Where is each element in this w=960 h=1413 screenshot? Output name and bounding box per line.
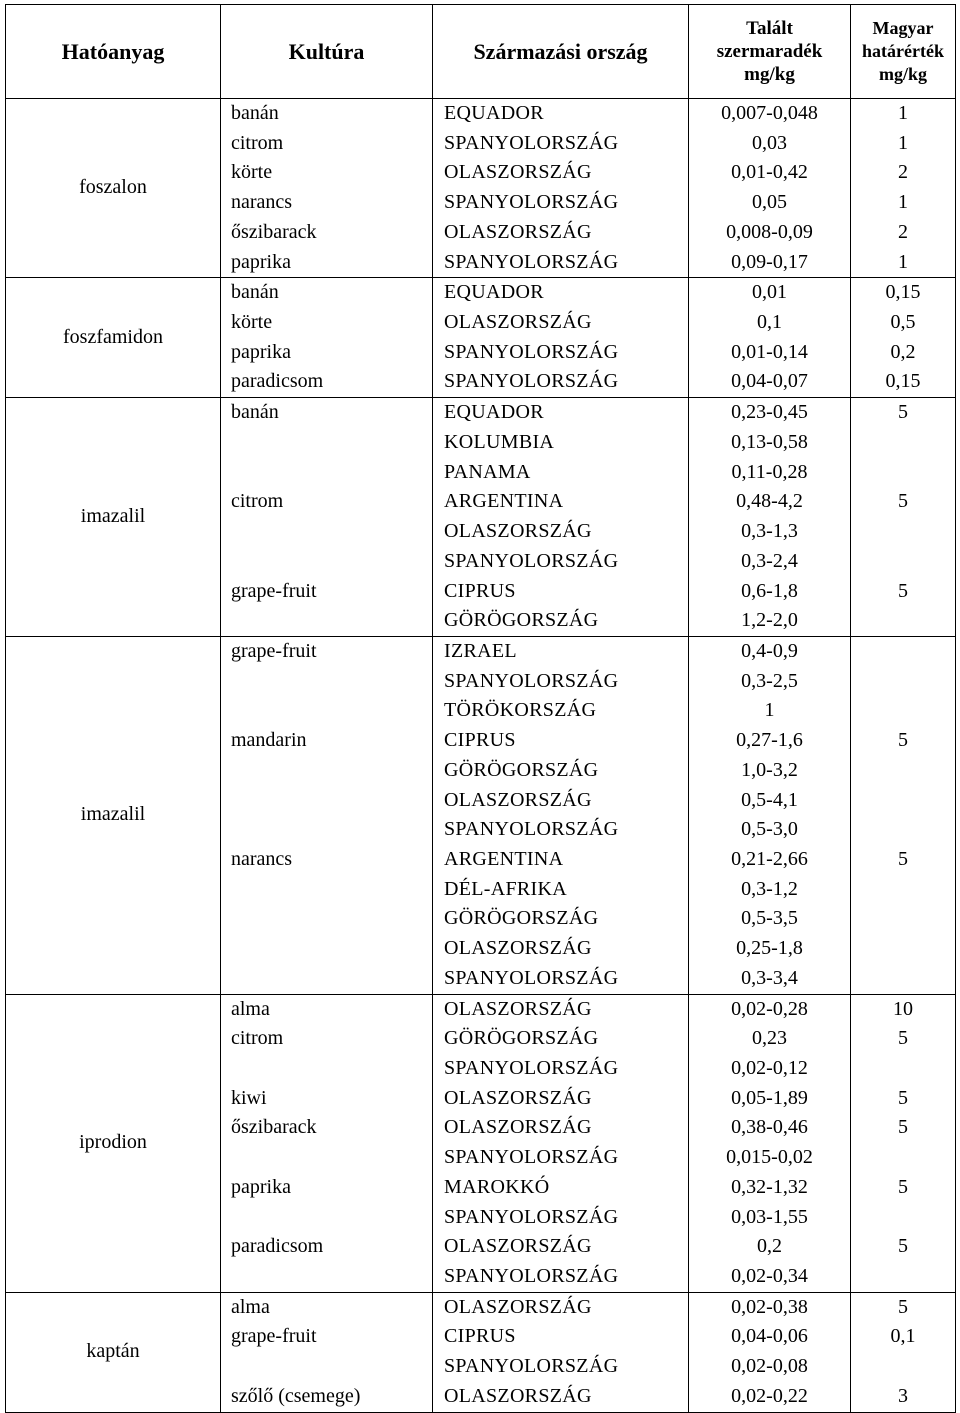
header-hatoanyag: Hatóanyag xyxy=(6,5,221,99)
talalt-cell: 0,25-1,8 xyxy=(689,934,851,964)
hatarertek-cell xyxy=(851,547,956,577)
talalt-cell: 0,21-2,66 xyxy=(689,845,851,875)
orszag-cell: OLASZORSZÁG xyxy=(433,517,689,547)
talalt-cell: 0,03 xyxy=(689,129,851,159)
kultura-cell: körte xyxy=(221,308,433,338)
kultura-cell: narancs xyxy=(221,188,433,218)
orszag-cell: OLASZORSZÁG xyxy=(433,934,689,964)
orszag-cell: OLASZORSZÁG xyxy=(433,1232,689,1262)
kultura-cell: grape-fruit xyxy=(221,577,433,607)
talalt-cell: 0,02-0,28 xyxy=(689,994,851,1024)
hatoanyag-cell: imazalil xyxy=(6,398,221,637)
header-magyar-line3: mg/kg xyxy=(878,64,927,84)
table-row xyxy=(6,278,956,308)
kultura-cell: paradicsom xyxy=(221,367,433,397)
header-talalt-szermaradek xyxy=(689,5,851,99)
talalt-cell: 0,5-3,0 xyxy=(689,815,851,845)
kultura-cell: grape-fruit xyxy=(221,1322,433,1352)
hatarertek-cell xyxy=(851,815,956,845)
kultura-cell: mandarin xyxy=(221,726,433,756)
orszag-cell: MAROKKÓ xyxy=(433,1173,689,1203)
talalt-cell: 0,03-1,55 xyxy=(689,1203,851,1233)
orszag-cell: EQUADOR xyxy=(433,99,689,129)
table-header xyxy=(6,5,956,99)
kultura-cell xyxy=(221,547,433,577)
kultura-cell xyxy=(221,934,433,964)
talalt-cell: 0,04-0,07 xyxy=(689,367,851,397)
kultura-cell xyxy=(221,667,433,697)
talalt-cell: 0,3-2,5 xyxy=(689,667,851,697)
talalt-cell: 0,3-1,3 xyxy=(689,517,851,547)
header-szarmazasi-orszag: Származási ország xyxy=(433,5,689,99)
hatarertek-cell: 5 xyxy=(851,1292,956,1322)
orszag-cell: OLASZORSZÁG xyxy=(433,786,689,816)
hatarertek-cell: 5 xyxy=(851,845,956,875)
kultura-cell xyxy=(221,1352,433,1382)
hatarertek-cell xyxy=(851,696,956,726)
hatarertek-cell: 0,1 xyxy=(851,1322,956,1352)
talalt-cell: 0,02-0,22 xyxy=(689,1382,851,1412)
orszag-cell: SPANYOLORSZÁG xyxy=(433,964,689,994)
hatarertek-cell xyxy=(851,934,956,964)
kultura-cell xyxy=(221,964,433,994)
hatarertek-cell: 5 xyxy=(851,398,956,428)
talalt-cell: 0,2 xyxy=(689,1232,851,1262)
talalt-cell: 0,3-3,4 xyxy=(689,964,851,994)
talalt-cell: 0,4-0,9 xyxy=(689,636,851,666)
orszag-cell: OLASZORSZÁG xyxy=(433,1084,689,1114)
hatarertek-cell: 10 xyxy=(851,994,956,1024)
kultura-cell: narancs xyxy=(221,845,433,875)
orszag-cell: ARGENTINA xyxy=(433,487,689,517)
kultura-cell xyxy=(221,756,433,786)
table-body xyxy=(6,99,956,1413)
header-magyar-line2: határérték xyxy=(862,41,944,61)
orszag-cell: CIPRUS xyxy=(433,1322,689,1352)
header-magyar-line1: Magyar xyxy=(872,18,934,38)
talalt-cell: 0,23-0,45 xyxy=(689,398,851,428)
hatarertek-cell xyxy=(851,428,956,458)
hatarertek-cell: 3 xyxy=(851,1382,956,1412)
hatarertek-cell: 1 xyxy=(851,188,956,218)
talalt-cell: 0,6-1,8 xyxy=(689,577,851,607)
talalt-cell: 0,32-1,32 xyxy=(689,1173,851,1203)
kultura-cell xyxy=(221,517,433,547)
hatarertek-cell xyxy=(851,1143,956,1173)
hatarertek-cell xyxy=(851,1054,956,1084)
orszag-cell: OLASZORSZÁG xyxy=(433,1382,689,1412)
hatarertek-cell xyxy=(851,667,956,697)
header-magyar-hatarertek xyxy=(851,5,956,99)
hatarertek-cell xyxy=(851,786,956,816)
hatoanyag-cell: iprodion xyxy=(6,994,221,1292)
kultura-cell xyxy=(221,904,433,934)
orszag-cell: SPANYOLORSZÁG xyxy=(433,248,689,278)
talalt-cell: 0,11-0,28 xyxy=(689,458,851,488)
talalt-cell: 0,008-0,09 xyxy=(689,218,851,248)
hatarertek-cell: 1 xyxy=(851,99,956,129)
hatarertek-cell: 5 xyxy=(851,1232,956,1262)
talalt-cell: 0,5-4,1 xyxy=(689,786,851,816)
kultura-cell xyxy=(221,1262,433,1292)
talalt-cell: 0,1 xyxy=(689,308,851,338)
orszag-cell: SPANYOLORSZÁG xyxy=(433,547,689,577)
header-talalt-line2: szermaradék xyxy=(716,41,823,62)
orszag-cell: PANAMA xyxy=(433,458,689,488)
kultura-cell xyxy=(221,786,433,816)
hatarertek-cell xyxy=(851,756,956,786)
hatarertek-cell: 5 xyxy=(851,1024,956,1054)
orszag-cell: OLASZORSZÁG xyxy=(433,218,689,248)
orszag-cell: SPANYOLORSZÁG xyxy=(433,367,689,397)
hatarertek-cell xyxy=(851,964,956,994)
kultura-cell xyxy=(221,1203,433,1233)
talalt-cell: 1 xyxy=(689,696,851,726)
talalt-cell: 0,05 xyxy=(689,188,851,218)
hatarertek-cell xyxy=(851,517,956,547)
table-row xyxy=(6,636,956,666)
orszag-cell: OLASZORSZÁG xyxy=(433,158,689,188)
talalt-cell: 0,38-0,46 xyxy=(689,1113,851,1143)
talalt-cell: 0,3-1,2 xyxy=(689,875,851,905)
orszag-cell: GÖRÖGORSZÁG xyxy=(433,904,689,934)
talalt-cell: 0,01-0,42 xyxy=(689,158,851,188)
hatarertek-cell xyxy=(851,875,956,905)
orszag-cell: OLASZORSZÁG xyxy=(433,1113,689,1143)
table-row xyxy=(6,994,956,1024)
talalt-cell: 0,02-0,34 xyxy=(689,1262,851,1292)
kultura-cell xyxy=(221,875,433,905)
kultura-cell: banán xyxy=(221,99,433,129)
orszag-cell: CIPRUS xyxy=(433,577,689,607)
hatarertek-cell xyxy=(851,636,956,666)
hatarertek-cell: 5 xyxy=(851,1084,956,1114)
hatoanyag-cell: imazalil xyxy=(6,636,221,994)
kultura-cell: paprika xyxy=(221,248,433,278)
header-talalt-line1: Talált xyxy=(746,18,793,39)
hatarertek-cell xyxy=(851,904,956,934)
kultura-cell: citrom xyxy=(221,487,433,517)
orszag-cell: GÖRÖGORSZÁG xyxy=(433,756,689,786)
kultura-cell: alma xyxy=(221,994,433,1024)
header-kultura: Kultúra xyxy=(221,5,433,99)
table-row xyxy=(6,99,956,129)
hatarertek-cell: 5 xyxy=(851,1173,956,1203)
talalt-cell: 0,09-0,17 xyxy=(689,248,851,278)
orszag-cell: ARGENTINA xyxy=(433,845,689,875)
orszag-cell: SPANYOLORSZÁG xyxy=(433,129,689,159)
kultura-cell xyxy=(221,1054,433,1084)
hatarertek-cell xyxy=(851,606,956,636)
kultura-cell: őszibarack xyxy=(221,218,433,248)
talalt-cell: 0,01-0,14 xyxy=(689,338,851,368)
orszag-cell: CIPRUS xyxy=(433,726,689,756)
hatarertek-cell: 5 xyxy=(851,1113,956,1143)
orszag-cell: IZRAEL xyxy=(433,636,689,666)
orszag-cell: SPANYOLORSZÁG xyxy=(433,1143,689,1173)
orszag-cell: SPANYOLORSZÁG xyxy=(433,1203,689,1233)
orszag-cell: SPANYOLORSZÁG xyxy=(433,188,689,218)
orszag-cell: KOLUMBIA xyxy=(433,428,689,458)
kultura-cell: paprika xyxy=(221,338,433,368)
orszag-cell: DÉL-AFRIKA xyxy=(433,875,689,905)
hatarertek-cell xyxy=(851,1203,956,1233)
hatarertek-cell: 5 xyxy=(851,726,956,756)
kultura-cell: citrom xyxy=(221,1024,433,1054)
orszag-cell: OLASZORSZÁG xyxy=(433,1292,689,1322)
hatarertek-cell xyxy=(851,1352,956,1382)
hatarertek-cell xyxy=(851,458,956,488)
kultura-cell: paradicsom xyxy=(221,1232,433,1262)
table-row xyxy=(6,398,956,428)
hatarertek-cell xyxy=(851,1262,956,1292)
orszag-cell: TÖRÖKORSZÁG xyxy=(433,696,689,726)
talalt-cell: 1,2-2,0 xyxy=(689,606,851,636)
orszag-cell: SPANYOLORSZÁG xyxy=(433,338,689,368)
hatarertek-cell: 0,5 xyxy=(851,308,956,338)
hatoanyag-cell: foszfamidon xyxy=(6,278,221,398)
talalt-cell: 0,02-0,12 xyxy=(689,1054,851,1084)
kultura-cell: citrom xyxy=(221,129,433,159)
orszag-cell: GÖRÖGORSZÁG xyxy=(433,606,689,636)
hatarertek-cell: 5 xyxy=(851,487,956,517)
header-talalt-line3: mg/kg xyxy=(744,64,795,85)
kultura-cell: kiwi xyxy=(221,1084,433,1114)
hatarertek-cell: 0,2 xyxy=(851,338,956,368)
kultura-cell: grape-fruit xyxy=(221,636,433,666)
hatoanyag-cell: kaptán xyxy=(6,1292,221,1412)
hatarertek-cell: 5 xyxy=(851,577,956,607)
hatarertek-cell: 0,15 xyxy=(851,367,956,397)
orszag-cell: SPANYOLORSZÁG xyxy=(433,815,689,845)
talalt-cell: 0,04-0,06 xyxy=(689,1322,851,1352)
kultura-cell xyxy=(221,606,433,636)
hatoanyag-cell: foszalon xyxy=(6,99,221,278)
hatarertek-cell: 1 xyxy=(851,248,956,278)
kultura-cell: alma xyxy=(221,1292,433,1322)
talalt-cell: 0,05-1,89 xyxy=(689,1084,851,1114)
talalt-cell: 0,01 xyxy=(689,278,851,308)
talalt-cell: 0,02-0,38 xyxy=(689,1292,851,1322)
kultura-cell: őszibarack xyxy=(221,1113,433,1143)
orszag-cell: OLASZORSZÁG xyxy=(433,308,689,338)
talalt-cell: 0,27-1,6 xyxy=(689,726,851,756)
orszag-cell: GÖRÖGORSZÁG xyxy=(433,1024,689,1054)
talalt-cell: 0,007-0,048 xyxy=(689,99,851,129)
kultura-cell xyxy=(221,428,433,458)
orszag-cell: EQUADOR xyxy=(433,398,689,428)
kultura-cell: szőlő (csemege) xyxy=(221,1382,433,1412)
table-row xyxy=(6,1292,956,1322)
orszag-cell: SPANYOLORSZÁG xyxy=(433,1054,689,1084)
orszag-cell: SPANYOLORSZÁG xyxy=(433,1352,689,1382)
talalt-cell: 0,015-0,02 xyxy=(689,1143,851,1173)
kultura-cell: paprika xyxy=(221,1173,433,1203)
orszag-cell: EQUADOR xyxy=(433,278,689,308)
talalt-cell: 1,0-3,2 xyxy=(689,756,851,786)
hatarertek-cell: 0,15 xyxy=(851,278,956,308)
talalt-cell: 0,02-0,08 xyxy=(689,1352,851,1382)
hatarertek-cell: 1 xyxy=(851,129,956,159)
orszag-cell: OLASZORSZÁG xyxy=(433,994,689,1024)
kultura-cell xyxy=(221,815,433,845)
residue-table xyxy=(5,4,956,1413)
hatarertek-cell: 2 xyxy=(851,218,956,248)
kultura-cell: banán xyxy=(221,278,433,308)
talalt-cell: 0,13-0,58 xyxy=(689,428,851,458)
talalt-cell: 0,5-3,5 xyxy=(689,904,851,934)
hatarertek-cell: 2 xyxy=(851,158,956,188)
kultura-cell xyxy=(221,1143,433,1173)
talalt-cell: 0,48-4,2 xyxy=(689,487,851,517)
talalt-cell: 0,3-2,4 xyxy=(689,547,851,577)
kultura-cell xyxy=(221,458,433,488)
talalt-cell: 0,23 xyxy=(689,1024,851,1054)
kultura-cell: körte xyxy=(221,158,433,188)
kultura-cell xyxy=(221,696,433,726)
kultura-cell: banán xyxy=(221,398,433,428)
orszag-cell: SPANYOLORSZÁG xyxy=(433,1262,689,1292)
orszag-cell: SPANYOLORSZÁG xyxy=(433,667,689,697)
